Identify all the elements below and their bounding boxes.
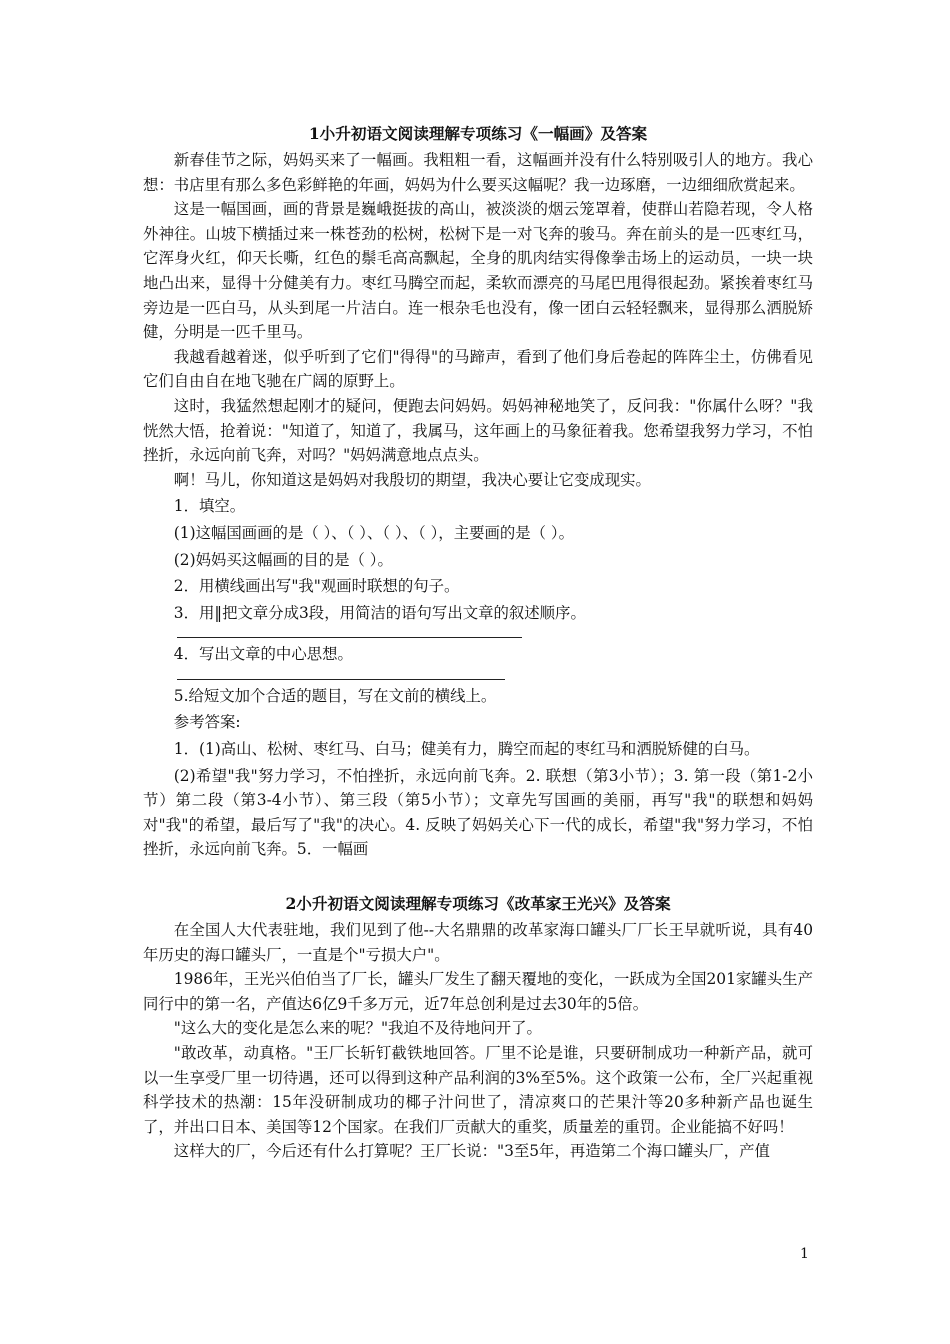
article-1-title: 1小升初语文阅读理解专项练习《一幅画》及答案 [308, 124, 648, 143]
article-1-paragraph-2: 这是一幅国画，画的背景是巍峨挺拔的高山，被淡淡的烟云笼罩着，使群山若隐若现，令人格外神往。山坡下横插过来一株苍劲的松树，松树下是一对飞奔的骏马。奔在前头的是一匹枣红马，它浑身火红，仰天长嘶，红色的鬃毛高高飘起，全身的肌肉结实得像拳击场上的运动员，一块一块地凸出来，显得十分健美有力。枣红马腾空而起，柔软而漂亮的马尾巴甩得很起劲。紧挨着枣红马旁边是一匹白马，从头到尾一片洁白。连一根杂毛也没有，像一团白云轻轻飘来，显得那么洒脱矫健，分明是一匹千里马。 [143, 200, 813, 342]
answer-1: 1．(1)高山、松树、枣红马、白马；健美有力，腾空而起的枣红马和洒脱矫健的白马。 [173, 740, 760, 759]
question-2: 2．用横线画出写"我"观画时联想的句子。 [173, 577, 460, 596]
document-body [143, 120, 813, 1164]
article-2-paragraph-5: 这样大的厂，今后还有什么打算呢？王厂长说："3至5年，再造第二个海口罐头厂，产值 [173, 1142, 770, 1161]
article-1-paragraph-4: 这时，我猛然想起刚才的疑问，便跑去问妈妈。妈妈神秘地笑了，反问我："你属什么呀？"我恍然大悟，抢着说："知道了，知道了，我属马，这年画上的马象征着我。您希望我努力学习，不怕挫折，永远向前飞奔，对吗？"妈妈满意地点点头。 [143, 396, 813, 465]
question-5: 5.给短文加个合适的题目，写在文前的横线上。 [173, 686, 497, 705]
question-1a: (1)这幅国画画的是（ ）、（ ）、（ ）、（ ），主要画的是（ ）。 [173, 523, 575, 542]
answer-line-4 [177, 679, 505, 680]
article-1-paragraph-5: 啊！马儿，你知道这是妈妈对我殷切的期望，我决心要让它变成现实。 [173, 470, 651, 489]
article-2-paragraph-4: "敢改革，动真格。"王厂长斩钉截铁地回答。厂里不论是谁，只要研制成功一种新产品，就可以一生享受厂里一切待遇，还可以得到这种产品利润的3%至5%。这个政策一公布，全厂兴起重视科学技术的热潮：15年没研制成功的椰子汁问世了，清凉爽口的芒果汁等20多种新产品也诞生了，并出口日本、美国等12个国家。在我们厂贡献大的重奖，质量差的重罚。企业能搞不好吗！ [143, 1044, 813, 1136]
article-2-title: 2小升初语文阅读理解专项练习《改革家王光兴》及答案 [285, 894, 671, 914]
page-number: 1 [800, 1246, 809, 1262]
answer-line-3 [177, 637, 522, 638]
article-1-paragraph-3: 我越看越着迷，似乎听到了它们"得得"的马蹄声，看到了他们身后卷起的阵阵尘土，仿佛看见它们自由自在地飞驰在广阔的原野上。 [143, 347, 813, 391]
article-2-paragraph-1: 在全国人大代表驻地，我们见到了他--大名鼎鼎的改革家海口罐头厂厂长王早就听说，具有40年历史的海口罐头厂，一直是个"亏损大户"。 [143, 921, 813, 964]
article-2-paragraph-3: "这么大的变化是怎么来的呢？"我迫不及待地问开了。 [173, 1019, 542, 1038]
answer-2: (2)希望"我"努力学习，不怕挫折，永远向前飞奔。2. 联想（第3小节）；3. 第一段（第1-2小节）第二段（第3-4小节）、第三段（第5小节）；文章先写国画的美丽，再写"我"的联想和妈妈对"我"的希望，最后写了"我"的决心。4. 反映了妈妈关心下一代的成长，希望"我"努力学习，不怕挫折，永远向前飞奔。5．一幅画 [143, 766, 813, 859]
article-1-paragraph-1: 新春佳节之际，妈妈买来了一幅画。我粗粗一看，这幅画并没有什么特别吸引人的地方。我心想：书店里有那么多色彩鲜艳的年画，妈妈为什么要买这幅呢？我一边琢磨，一边细细欣赏起来。 [143, 151, 813, 194]
question-1b: (2)妈妈买这幅画的目的是（ ）。 [173, 550, 393, 569]
question-4: 4．写出文章的中心思想。 [173, 645, 353, 664]
answer-heading: 参考答案: [173, 713, 241, 732]
question-1: 1．填空。 [173, 497, 246, 516]
article-2-paragraph-2: 1986年，王光兴伯伯当了厂长，罐头厂发生了翻天覆地的变化，一跃成为全国201家罐头生产同行中的第一名，产值达6亿9千多万元，近7年总创利是过去30年的5倍。 [143, 970, 813, 1013]
question-3: 3．用‖把文章分成3段，用简洁的语句写出文章的叙述顺序。 [173, 603, 586, 622]
